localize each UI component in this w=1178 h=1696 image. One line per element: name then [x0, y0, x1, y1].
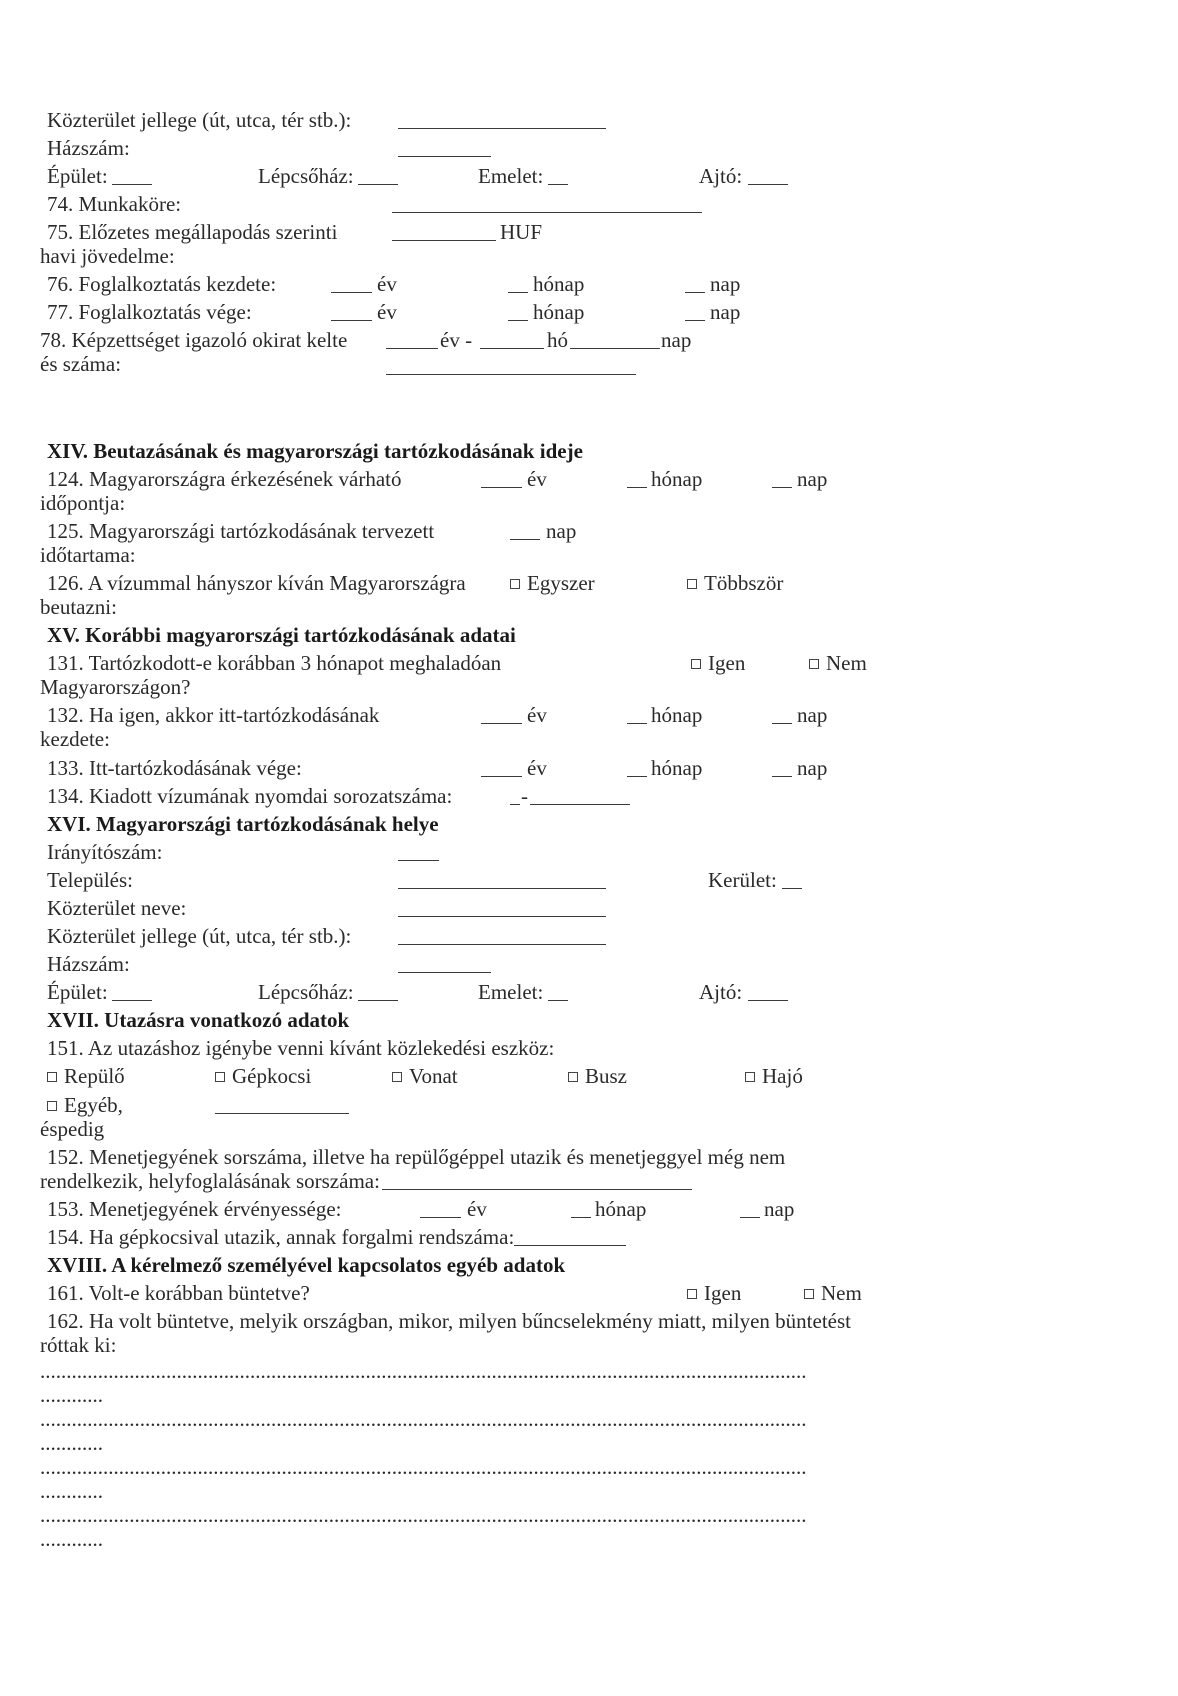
checkbox-icon[interactable] [804, 1289, 814, 1299]
label-telepules: Település: [47, 868, 133, 892]
field-q153-honap[interactable] [571, 1217, 591, 1218]
label-dash: - [521, 784, 528, 808]
label-q151: 151. Az utazáshoz igénybe venni kívánt közlekedési eszköz: [47, 1036, 555, 1060]
label-honap: hónap [651, 756, 703, 780]
field-epulet-2[interactable] [112, 1000, 152, 1001]
label-q77: 77. Foglalkoztatás vége: [47, 300, 252, 324]
label-ev-dash: év - [440, 328, 473, 352]
dotted-answer-line-continuation[interactable]: ............ [40, 1479, 103, 1503]
label-emelet: Emelet: [478, 980, 544, 1004]
label-nap: nap [797, 756, 828, 780]
label-ajto: Ajtó: [699, 980, 743, 1004]
option-egyeb[interactable]: Egyéb, [47, 1092, 123, 1118]
dotted-answer-line-continuation[interactable]: ............ [40, 1431, 103, 1455]
label-q161: 161. Volt-e korábban büntetve? [47, 1281, 310, 1305]
label-nap: nap [661, 328, 692, 352]
label-epulet: Épület: [47, 980, 108, 1004]
field-q124-nap[interactable] [772, 487, 792, 488]
field-q77-ev[interactable] [331, 320, 372, 321]
label-ev: év [527, 703, 547, 727]
label-q132a: 132. Ha igen, akkor itt-tartózkodásának [47, 703, 380, 727]
option-egyszer[interactable]: Egyszer [510, 570, 595, 596]
field-q125-nap[interactable] [510, 539, 540, 540]
option-vonat[interactable]: Vonat [392, 1063, 458, 1089]
field-ajto-2[interactable] [748, 1000, 788, 1001]
field-q78-nap[interactable] [570, 348, 660, 349]
checkbox-icon[interactable] [510, 579, 520, 589]
label-espedig: éspedig [40, 1117, 105, 1141]
label-q125b: időtartama: [40, 543, 136, 567]
option-gepkocsi[interactable]: Gépkocsi [215, 1063, 311, 1089]
field-q124-honap[interactable] [627, 487, 647, 488]
label-nap: nap [797, 467, 828, 491]
field-jovedelem[interactable] [392, 240, 496, 241]
label-q131b: Magyarországon? [40, 675, 191, 699]
field-q153-nap[interactable] [740, 1217, 760, 1218]
option-q131-nem[interactable]: Nem [809, 650, 867, 676]
label-ev: év [527, 756, 547, 780]
label-hazszam: Házszám: [47, 136, 130, 160]
checkbox-icon[interactable] [687, 1289, 697, 1299]
label-q133: 133. Itt-tartózkodásának vége: [47, 756, 302, 780]
field-q132-nap[interactable] [772, 723, 792, 724]
field-ajto[interactable] [748, 184, 788, 185]
field-kozterulet-jellege-2[interactable] [398, 944, 606, 945]
option-repulo[interactable]: Repülő [47, 1063, 125, 1089]
dotted-answer-line[interactable]: .................................................................................................................................................. [40, 1359, 807, 1383]
label-nap: nap [710, 272, 741, 296]
label-q124a: 124. Magyarországra érkezésének várható [47, 467, 402, 491]
label-ev: év [527, 467, 547, 491]
label-lepcsohaz: Lépcsőház: [258, 980, 354, 1004]
field-q76-ev[interactable] [331, 292, 372, 293]
field-lepcsohaz-2[interactable] [358, 1000, 398, 1001]
label-q134: 134. Kiadott vízumának nyomdai sorozatszáma: [47, 784, 453, 808]
checkbox-icon[interactable] [568, 1072, 578, 1082]
dotted-answer-line[interactable]: .................................................................................................................................................. [40, 1455, 807, 1479]
label-nap: nap [710, 300, 741, 324]
label-lepcsohaz: Lépcsőház: [258, 164, 354, 188]
label-honap: hónap [651, 467, 703, 491]
field-q133-honap[interactable] [627, 776, 647, 777]
field-emelet-2[interactable] [548, 1000, 568, 1001]
field-emelet[interactable] [548, 184, 568, 185]
field-q134-prefix[interactable] [510, 804, 520, 805]
label-q152b: rendelkezik, helyfoglalásának sorszáma: [40, 1169, 380, 1193]
field-telepules[interactable] [398, 888, 606, 889]
label-kerulet: Kerület: [708, 868, 777, 892]
label-iranyitoszam: Irányítószám: [47, 840, 163, 864]
label-q132b: kezdete: [40, 727, 110, 751]
checkbox-icon[interactable] [691, 659, 701, 669]
field-q153-ev[interactable] [420, 1217, 461, 1218]
label-honap: hónap [651, 703, 703, 727]
field-q152[interactable] [382, 1189, 692, 1190]
label-q125a: 125. Magyarországi tartózkodásának tervezett [47, 519, 435, 543]
field-epulet[interactable] [112, 184, 152, 185]
field-lepcsohaz[interactable] [358, 184, 398, 185]
label-q126a: 126. A vízummal hányszor kíván Magyarországra [47, 571, 466, 595]
checkbox-icon[interactable] [809, 659, 819, 669]
label-q152a: 152. Menetjegyének sorszáma, illetve ha repülőgéppel utazik és menetjeggyel még nem [47, 1145, 786, 1169]
option-tobbszor[interactable]: Többször [687, 570, 783, 596]
label-ev: év [377, 272, 397, 296]
option-q161-nem[interactable]: Nem [804, 1280, 862, 1306]
field-q132-honap[interactable] [627, 723, 647, 724]
field-q76-honap[interactable] [508, 292, 528, 293]
checkbox-icon[interactable] [745, 1072, 755, 1082]
field-q76-nap[interactable] [685, 292, 705, 293]
label-epulet: Épület: [47, 164, 108, 188]
dotted-answer-line[interactable]: .................................................................................................................................................. [40, 1503, 807, 1527]
field-q133-ev[interactable] [481, 776, 522, 777]
checkbox-icon[interactable] [47, 1072, 57, 1082]
label-nap: nap [546, 519, 577, 543]
field-q78-ho[interactable] [480, 348, 544, 349]
label-ev: év [377, 300, 397, 324]
label-hazszam: Házszám: [47, 952, 130, 976]
label-q76: 76. Foglalkoztatás kezdete: [47, 272, 277, 296]
label-q78a: 78. Képzettséget igazoló okirat kelte [40, 328, 348, 352]
dotted-answer-line-continuation[interactable]: ............ [40, 1383, 103, 1407]
field-kozterulet-neve[interactable] [398, 916, 606, 917]
label-nap: nap [764, 1197, 795, 1221]
field-q154[interactable] [514, 1245, 626, 1246]
checkbox-icon[interactable] [47, 1101, 57, 1111]
label-q162a: 162. Ha volt büntetve, melyik országban, mikor, milyen bűncselekmény miatt, milyen büntetést [47, 1309, 851, 1333]
label-kozterulet-neve: Közterület neve: [47, 896, 187, 920]
section-heading-xvi: XVI. Magyarországi tartózkodásának helye [47, 812, 439, 836]
label-q131a: 131. Tartózkodott-e korábban 3 hónapot meghaladóan [47, 651, 502, 675]
label-q78b: és száma: [40, 352, 122, 376]
option-q131-igen[interactable]: Igen [691, 650, 745, 676]
field-q134-szam[interactable] [530, 804, 630, 805]
field-q78-ev[interactable] [386, 348, 438, 349]
label-emelet: Emelet: [478, 164, 544, 188]
field-munkakor[interactable] [392, 212, 702, 213]
field-q77-honap[interactable] [508, 320, 528, 321]
label-honap: hónap [533, 272, 585, 296]
checkbox-icon[interactable] [392, 1072, 402, 1082]
field-q124-ev[interactable] [481, 487, 522, 488]
checkbox-icon[interactable] [215, 1072, 225, 1082]
field-q133-nap[interactable] [772, 776, 792, 777]
section-heading-xviii: XVIII. A kérelmező személyével kapcsolatos egyéb adatok [47, 1253, 566, 1277]
label-nap: nap [797, 703, 828, 727]
label-q154: 154. Ha gépkocsival utazik, annak forgalmi rendszáma: [47, 1225, 515, 1249]
label-q153: 153. Menetjegyének érvényessége: [47, 1197, 342, 1221]
section-heading-xiv: XIV. Beutazásának és magyarországi tartózkodásának ideje [47, 439, 583, 463]
label-huf: HUF [500, 220, 543, 244]
field-hazszam-2[interactable] [398, 972, 491, 973]
label-ev: év [467, 1197, 487, 1221]
label-q75a: 75. Előzetes megállapodás szerinti [47, 220, 338, 244]
field-q78-szam[interactable] [386, 374, 636, 375]
option-q161-igen[interactable]: Igen [687, 1280, 741, 1306]
label-kozterulet-jellege: Közterület jellege (út, utca, tér stb.): [47, 924, 352, 948]
label-q124b: időpontja: [40, 491, 126, 515]
label-q74: 74. Munkaköre: [47, 192, 182, 216]
checkbox-icon[interactable] [687, 579, 697, 589]
label-ho: hó [547, 328, 568, 352]
section-heading-xvii: XVII. Utazásra vonatkozó adatok [47, 1008, 350, 1032]
field-kozterulet-jellege[interactable] [398, 128, 606, 129]
field-hazszam[interactable] [398, 156, 491, 157]
option-busz[interactable]: Busz [568, 1063, 627, 1089]
field-q77-nap[interactable] [685, 320, 705, 321]
field-egyeb[interactable] [215, 1113, 349, 1114]
label-ajto: Ajtó: [699, 164, 743, 188]
field-iranyitoszam[interactable] [398, 860, 439, 861]
section-heading-xv: XV. Korábbi magyarországi tartózkodásának adatai [47, 623, 516, 647]
dotted-answer-line-continuation[interactable]: ............ [40, 1527, 103, 1551]
option-hajo[interactable]: Hajó [745, 1063, 803, 1089]
dotted-answer-line[interactable]: .................................................................................................................................................. [40, 1407, 807, 1431]
label-honap: hónap [595, 1197, 647, 1221]
field-q132-ev[interactable] [481, 723, 522, 724]
field-kerulet[interactable] [782, 888, 802, 889]
label-q162b: róttak ki: [40, 1333, 117, 1357]
label-q75b: havi jövedelme: [40, 244, 175, 268]
label-kozterulet-jellege: Közterület jellege (út, utca, tér stb.): [47, 108, 352, 132]
label-honap: hónap [533, 300, 585, 324]
label-q126b: beutazni: [40, 595, 117, 619]
